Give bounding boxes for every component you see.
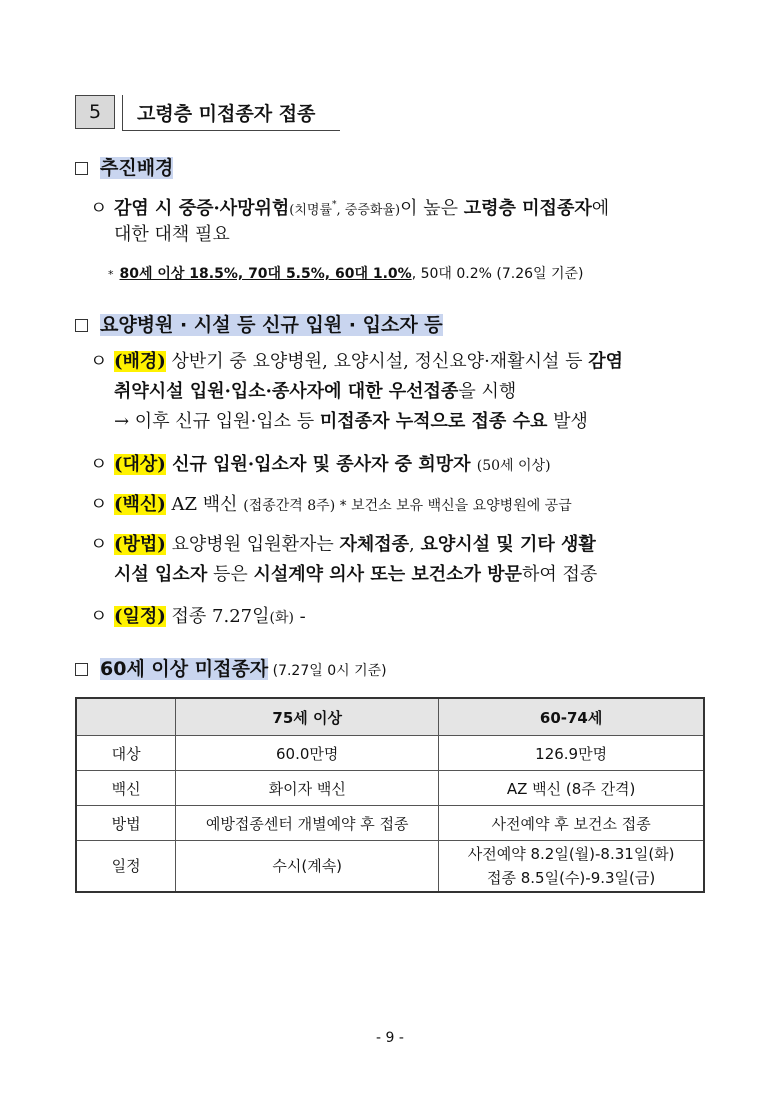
table-cell: AZ 백신 (8주 간격) [439, 771, 704, 806]
heading-unvaccinated [75, 654, 387, 681]
hospitals-item-method [90, 530, 596, 560]
table-row [76, 806, 704, 841]
hospitals-item-background-line2 [114, 377, 516, 407]
text-small: (치명률 [289, 203, 333, 218]
text: AZ 백신 [165, 494, 244, 515]
table-cell: 126.9만명 [439, 736, 704, 771]
text: 요양병원 입원환자는 [165, 534, 340, 555]
table-cell: 일정 [76, 841, 176, 893]
table-cell-line: 접종 8.5일(수)-9.3일(금) [487, 869, 656, 887]
section-number: 5 [75, 95, 115, 129]
tag-label: (대상) [114, 454, 166, 475]
heading-unvaccinated-label: 60세 이상 미접종자 [100, 658, 269, 680]
tag-label: (일정) [114, 606, 166, 627]
circle-bullet-icon: ㅇ [90, 494, 108, 515]
section-title: 고령층 미접종자 접종 [122, 95, 340, 131]
table-cell: 예방접종센터 개별예약 후 접종 [176, 806, 439, 841]
tag-label: (방법) [114, 534, 166, 555]
circle-bullet-icon: ㅇ [90, 534, 108, 555]
text-small: (화) [269, 610, 294, 626]
page-number: - 9 - [376, 1030, 404, 1046]
text-bold: 요양시설 및 기타 생활 [420, 534, 596, 555]
note-underlined: 80세 이상 18.5%, 70대 5.5%, 60대 1.0% [119, 266, 412, 282]
heading-hospitals [75, 310, 443, 337]
checkbox-square-icon [75, 162, 88, 175]
table-cell: 화이자 백신 [176, 771, 439, 806]
text-bold: 신규 입원·입소자 및 종사자 중 희망자 [165, 454, 477, 475]
circle-bullet-icon: ㅇ [90, 454, 108, 475]
text-bold: 미접종자 누적으로 접종 수요 [319, 411, 548, 432]
text-small: * 보건소 보유 백신을 요양병원에 공급 [339, 498, 572, 514]
hospitals-item-vaccine [90, 490, 572, 521]
hospitals-item-schedule [90, 602, 306, 633]
table-cell: 방법 [76, 806, 176, 841]
text-bold: 시설계약 의사 또는 보건소가 방문 [253, 564, 522, 585]
text: 접종 7.27일 [165, 606, 270, 627]
text-bold: 감염 시 중증·사망위험 [114, 198, 290, 219]
text: 이 높은 [400, 198, 464, 219]
text: - [293, 606, 306, 627]
hospitals-item-background [90, 347, 623, 377]
text: 상반기 중 요양병원, 요양시설, 정신요양·재활시설 등 [165, 351, 589, 372]
circle-bullet-icon: ㅇ [90, 198, 108, 219]
table-header-cell: 75세 이상 [176, 698, 439, 736]
text-bold: 자체접종 [339, 534, 410, 555]
heading-unvaccinated-basis: (7.27일 0시 기준) [268, 663, 387, 679]
table-row [76, 841, 704, 893]
table-cell-line: 사전예약 8.2일(월)-8.31일(화) [467, 845, 675, 863]
tag-label: (배경) [114, 351, 166, 372]
heading-background-label: 추진배경 [100, 157, 174, 179]
checkbox-square-icon [75, 663, 88, 676]
circle-bullet-icon: ㅇ [90, 351, 108, 372]
table-row [76, 736, 704, 771]
text: 하여 접종 [521, 564, 598, 585]
checkbox-square-icon [75, 319, 88, 332]
text-small: (50세 이상) [476, 458, 551, 474]
table-header-cell [76, 698, 176, 736]
table-cell: 대상 [76, 736, 176, 771]
table-cell: 백신 [76, 771, 176, 806]
table-header-row [76, 698, 704, 736]
table-cell: 60.0만명 [176, 736, 439, 771]
table-cell: 사전예약 후 보건소 접종 [439, 806, 704, 841]
background-bullet-1-line2: 대한 대책 필요 [114, 224, 230, 245]
circle-bullet-icon: ㅇ [90, 606, 108, 627]
text-small: , 중증화율) [336, 203, 401, 218]
table-header-cell: 60-74세 [439, 698, 704, 736]
text-bold: 감염 [588, 351, 623, 372]
heading-background [75, 153, 173, 180]
text-bold: 고령층 미접종자 [463, 198, 592, 219]
table-cell: 수시(계속) [176, 841, 439, 893]
unvaccinated-table [75, 697, 705, 893]
background-note [108, 263, 584, 283]
text: 에 [591, 198, 610, 219]
text: , [409, 534, 421, 555]
note-star: * [108, 268, 114, 281]
heading-hospitals-label: 요양병원 · 시설 등 신규 입원 · 입소자 등 [100, 314, 443, 336]
text: → 이후 신규 입원·입소 등 [114, 411, 320, 432]
text: 을 시행 [458, 381, 517, 402]
hospitals-item-target [90, 450, 551, 481]
text-star: * [332, 200, 337, 210]
table-row [76, 771, 704, 806]
tag-label: (백신) [114, 494, 166, 515]
text-bold: 취약시설 입원·입소·종사자에 대한 우선접종 [114, 381, 459, 402]
text-small: (접종간격 8주) [243, 498, 340, 514]
text: 발생 [547, 411, 588, 432]
hospitals-item-method-line2 [114, 560, 597, 590]
text: 등은 [207, 564, 254, 585]
text-bold: 시설 입소자 [114, 564, 208, 585]
hospitals-item-background-line3 [114, 407, 588, 437]
note-rest: , 50대 0.2% (7.26일 기준) [411, 266, 584, 282]
table-cell-multiline [439, 841, 704, 893]
